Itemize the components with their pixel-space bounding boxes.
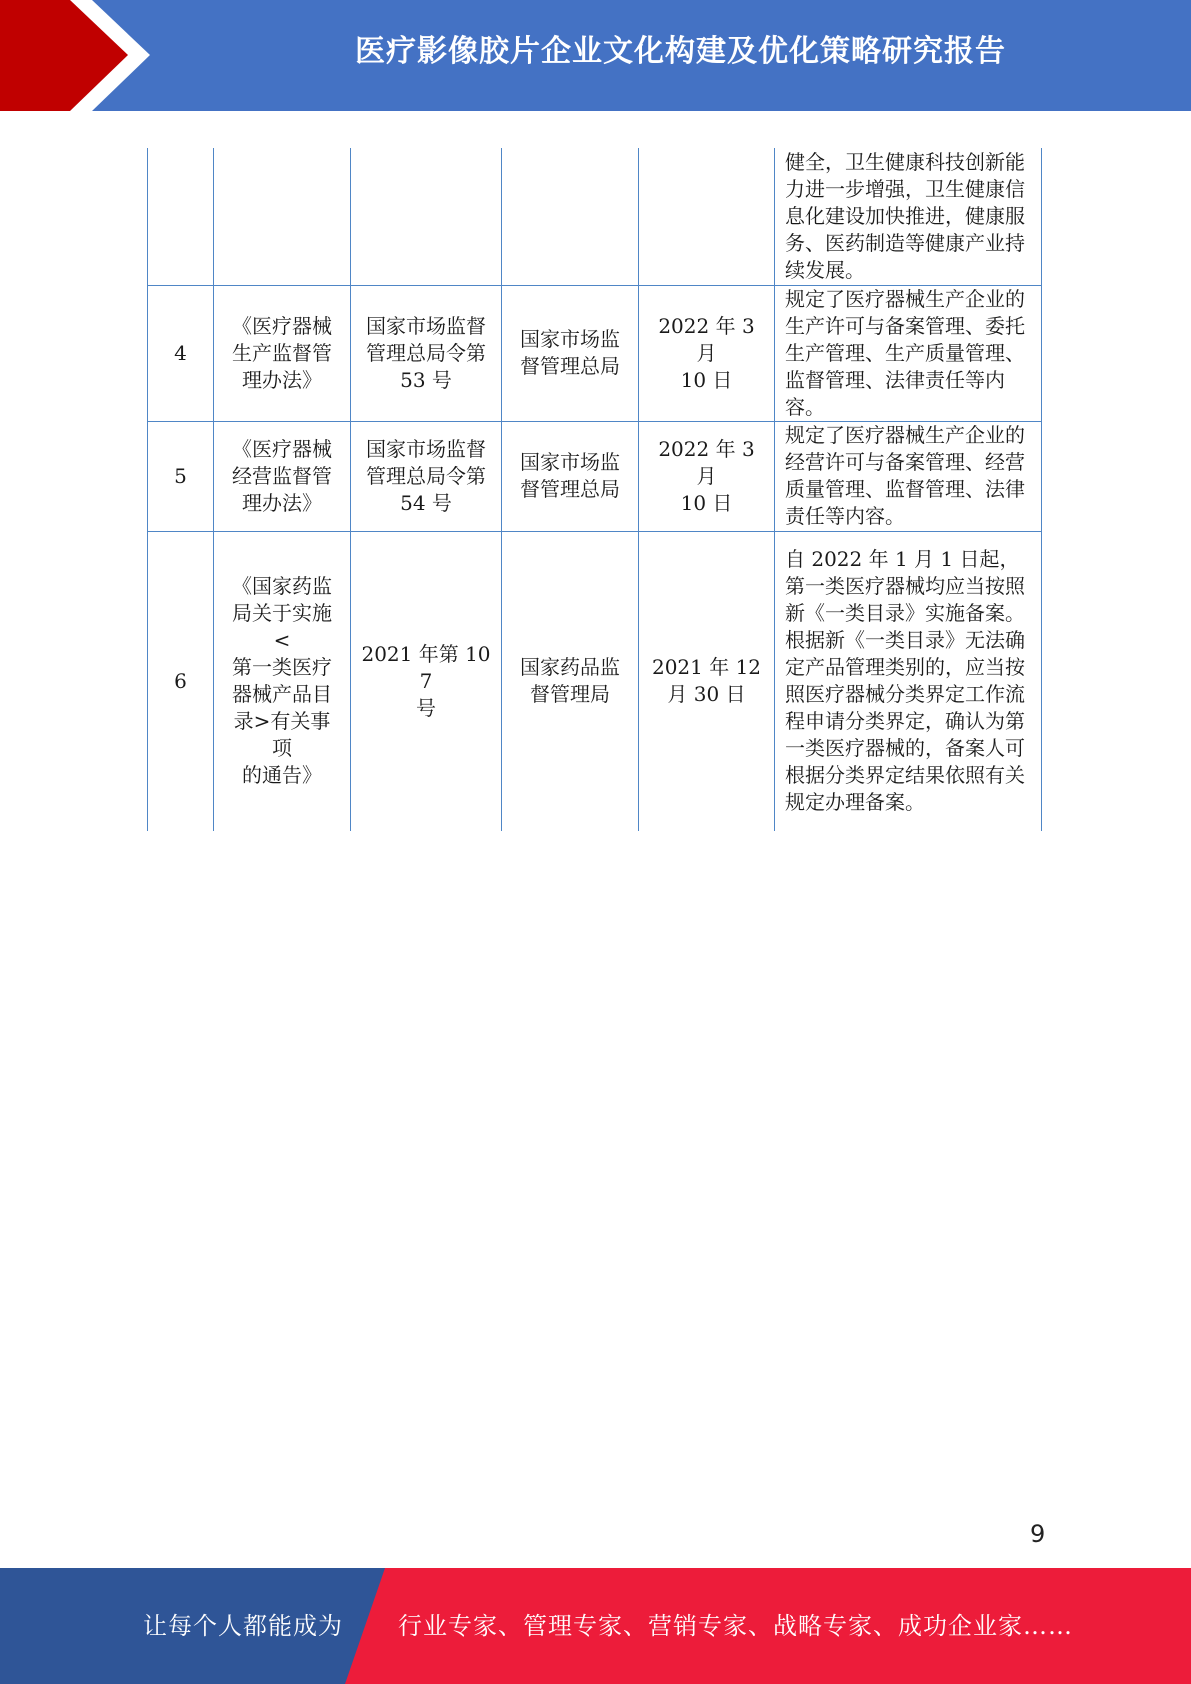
footer-slogan-left: 让每个人都能成为 <box>143 1612 343 1640</box>
cell-issuer: 国家市场监 督管理总局 <box>502 285 639 421</box>
cell-regulation-name: 《国家药监 局关于实施< 第一类医疗 器械产品目 录>有关事项 的通告》 <box>214 531 351 831</box>
cell-number: 4 <box>148 285 214 421</box>
cell-date: 2021 年 12 月 30 日 <box>639 531 775 831</box>
cell-description: 自 2022 年 1 月 1 日起，第一类医疗器械均应当按照新《一类目录》实施备案。根据新《一类目录》无法确定产品管理类别的，应当按照医疗器械分类界定工作流程申请分类界定，确认为第一类医疗器械的，备案人可根据分类界定结果依照有关规定办理备案。 <box>775 531 1042 831</box>
cell-document-number: 国家市场监督 管理总局令第 54 号 <box>351 421 502 531</box>
cell-issuer <box>502 148 639 285</box>
cell-description: 健全，卫生健康科技创新能力进一步增强，卫生健康信息化建设加快推进，健康服务、医药制造等健康产业持续发展。 <box>775 148 1042 285</box>
cell-document-number: 国家市场监督 管理总局令第 53 号 <box>351 285 502 421</box>
cell-number: 5 <box>148 421 214 531</box>
cell-issuer: 国家药品监 督管理局 <box>502 531 639 831</box>
cell-regulation-name: 《医疗器械 经营监督管 理办法》 <box>214 421 351 531</box>
cell-number: 6 <box>148 531 214 831</box>
page-header <box>0 0 1191 111</box>
report-title: 医疗影像胶片企业文化构建及优化策略研究报告 <box>355 34 1006 69</box>
cell-date <box>639 148 775 285</box>
table-row <box>148 421 1042 531</box>
page-number: 9 <box>1030 1520 1046 1548</box>
cell-document-number: 2021 年第 107 号 <box>351 531 502 831</box>
regulation-table <box>147 148 1042 831</box>
page-footer <box>0 1568 1191 1684</box>
cell-number <box>148 148 214 285</box>
cell-issuer: 国家市场监 督管理总局 <box>502 421 639 531</box>
cell-description: 规定了医疗器械生产企业的生产许可与备案管理、委托生产管理、生产质量管理、监督管理、法律责任等内容。 <box>775 285 1042 421</box>
cell-description: 规定了医疗器械生产企业的经营许可与备案管理、经营质量管理、监督管理、法律责任等内容。 <box>775 421 1042 531</box>
cell-regulation-name: 《医疗器械 生产监督管 理办法》 <box>214 285 351 421</box>
table-row <box>148 531 1042 831</box>
cell-regulation-name <box>214 148 351 285</box>
footer-slogan-right: 行业专家、管理专家、营销专家、战略专家、成功企业家…… <box>398 1612 1073 1640</box>
table-row <box>148 285 1042 421</box>
table-row <box>148 148 1042 285</box>
cell-date: 2022 年 3 月 10 日 <box>639 285 775 421</box>
cell-document-number <box>351 148 502 285</box>
cell-date: 2022 年 3 月 10 日 <box>639 421 775 531</box>
